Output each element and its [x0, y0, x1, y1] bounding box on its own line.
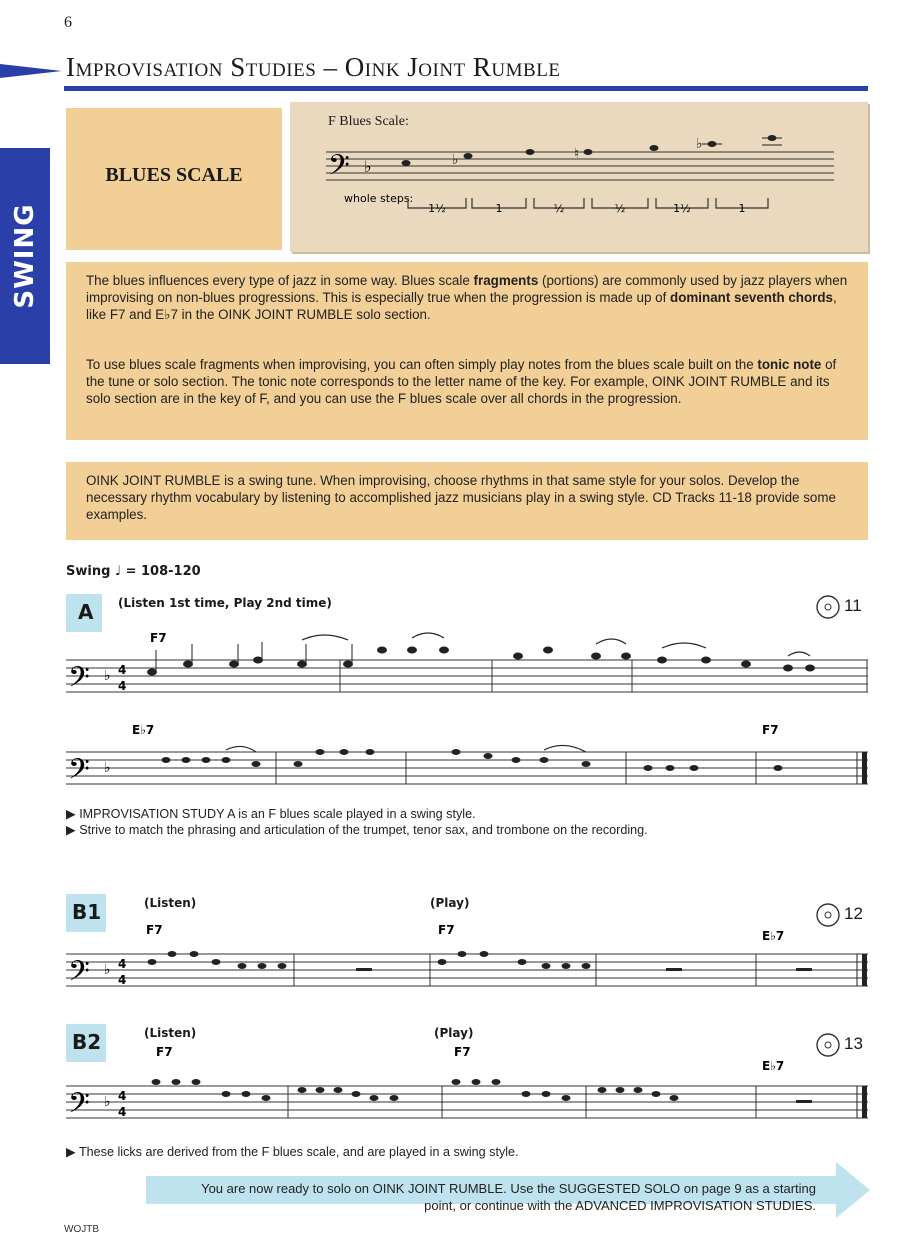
- section-a-direction: (Listen 1st time, Play 2nd time): [118, 596, 332, 610]
- step-label: ½: [614, 202, 626, 215]
- scale-title: F Blues Scale:: [328, 114, 409, 129]
- step-label: 1: [738, 202, 746, 215]
- cd-track-number: 13: [844, 1034, 863, 1053]
- flat-key-signature-icon: ♭: [104, 1094, 111, 1110]
- section-a-staff-1: [66, 620, 868, 710]
- flat-key-signature-icon: ♭: [104, 668, 111, 684]
- svg-text:4: 4: [118, 679, 127, 693]
- step-label: 1½: [673, 202, 691, 215]
- blues-scale-label: BLUES SCALE: [105, 164, 243, 186]
- svg-text:4: 4: [118, 973, 127, 987]
- swing-side-tab: [0, 148, 50, 364]
- title-rule: [64, 86, 868, 91]
- section-b2-note: ▶ These licks are derived from the F blues scale, and are played in a swing style.: [66, 1145, 519, 1159]
- tempo-marking: Swing ♩ = 108-120: [66, 564, 201, 579]
- section-a-letter: A: [78, 600, 94, 624]
- bass-clef-icon: 𝄢: [68, 955, 90, 994]
- chord-symbol: E♭7: [762, 929, 785, 943]
- step-label: 1½: [428, 202, 446, 215]
- step-brackets: [408, 198, 768, 208]
- section-b1-staff: [66, 918, 868, 994]
- bass-clef-icon: 𝄢: [68, 1087, 90, 1124]
- step-label: ½: [553, 202, 565, 215]
- section-b1-letter: B1: [72, 900, 102, 924]
- chord-symbol: E♭7: [762, 1059, 785, 1073]
- section-a-note-2: ▶ Strive to match the phrasing and articulation of the trumpet, tenor sax, and trombone on the recording.: [66, 823, 648, 837]
- bass-clef-icon: 𝄢: [328, 149, 350, 189]
- page-number: 6: [64, 14, 72, 31]
- svg-text:4: 4: [118, 663, 127, 677]
- svg-text:♭: ♭: [696, 136, 703, 152]
- swing-tab-label: SWING: [10, 203, 40, 309]
- svg-text:♭: ♭: [452, 152, 459, 168]
- intro-paragraph-2: To use blues scale fragments when improvising, you can often simply play notes from the blues scale built on the tonic note of the tune or solo section. The tonic note corresponds to the letter name of the key. For example, OINK JOINT RUMBLE and its solo section are in the key of F, and you can use the F blues scale over all chords in the progression.: [86, 357, 837, 406]
- section-a-notes-1: [148, 642, 815, 675]
- section-b2-notes: [152, 1079, 813, 1103]
- cd-track-number: 11: [844, 596, 862, 615]
- chord-symbol: F7: [762, 723, 779, 737]
- section-b1-play: (Play): [430, 896, 470, 910]
- section-b1-listen: (Listen): [144, 896, 197, 910]
- flat-key-signature-icon: ♭: [104, 760, 111, 776]
- svg-text:4: 4: [118, 1089, 127, 1103]
- whole-steps-label: whole steps:: [344, 192, 414, 205]
- next-steps-text: You are now ready to solo on OINK JOINT RUMBLE. Use the SUGGESTED SOLO on page 9 as a starting point, or continue with the ADVANCED IMPROVISATION STUDIES.: [201, 1181, 816, 1213]
- bass-clef-icon: 𝄢: [68, 753, 90, 793]
- svg-text:♮: ♮: [574, 146, 580, 162]
- publication-code: WOJTB: [64, 1224, 99, 1235]
- section-b2-letter: B2: [72, 1030, 102, 1054]
- section-b2-listen: (Listen): [144, 1026, 197, 1040]
- intro-paragraph-1: The blues influences every type of jazz in some way. Blues scale fragments (portions) are commonly used by jazz players when improvising on non-blues progressions. This is especially true when the progression is made up of dominant seventh chords, like F7 and E♭7 in the OINK JOINT RUMBLE solo section.: [86, 273, 848, 322]
- chord-symbol: F7: [438, 923, 455, 937]
- chord-symbol: F7: [454, 1045, 471, 1059]
- page-title: Improvisation Studies – Oink Joint Rumble: [66, 52, 561, 82]
- step-label: 1: [495, 202, 503, 215]
- section-a-note-1: ▶ IMPROVISATION STUDY A is an F blues scale played in a swing style.: [66, 807, 476, 821]
- f-blues-scale-staff: [290, 102, 868, 252]
- swing-tip-paragraph: OINK JOINT RUMBLE is a swing tune. When improvising, choose rhythms in that same style for your solos. Develop the necessary rhythm vocabulary by listening to accomplished jazz musicians play in a swing style. CD Tracks 11-18 provide some examples.: [86, 473, 836, 522]
- flat-key-signature-icon: ♭: [364, 157, 372, 176]
- chord-symbol: F7: [146, 923, 163, 937]
- header-arrow-graphic: [0, 60, 62, 82]
- chord-symbol: F7: [150, 631, 167, 645]
- svg-text:4: 4: [118, 957, 127, 971]
- chord-symbol: E♭7: [132, 723, 155, 737]
- cd-track-number: 12: [844, 904, 863, 923]
- chord-symbol: F7: [156, 1045, 173, 1059]
- flat-key-signature-icon: ♭: [104, 962, 111, 978]
- section-b2-play: (Play): [434, 1026, 474, 1040]
- section-a-staff-2: [66, 716, 868, 800]
- section-b2-staff: [66, 1042, 868, 1124]
- cd-icon: [814, 594, 842, 620]
- svg-text:4: 4: [118, 1105, 127, 1119]
- bass-clef-icon: 𝄢: [68, 661, 90, 701]
